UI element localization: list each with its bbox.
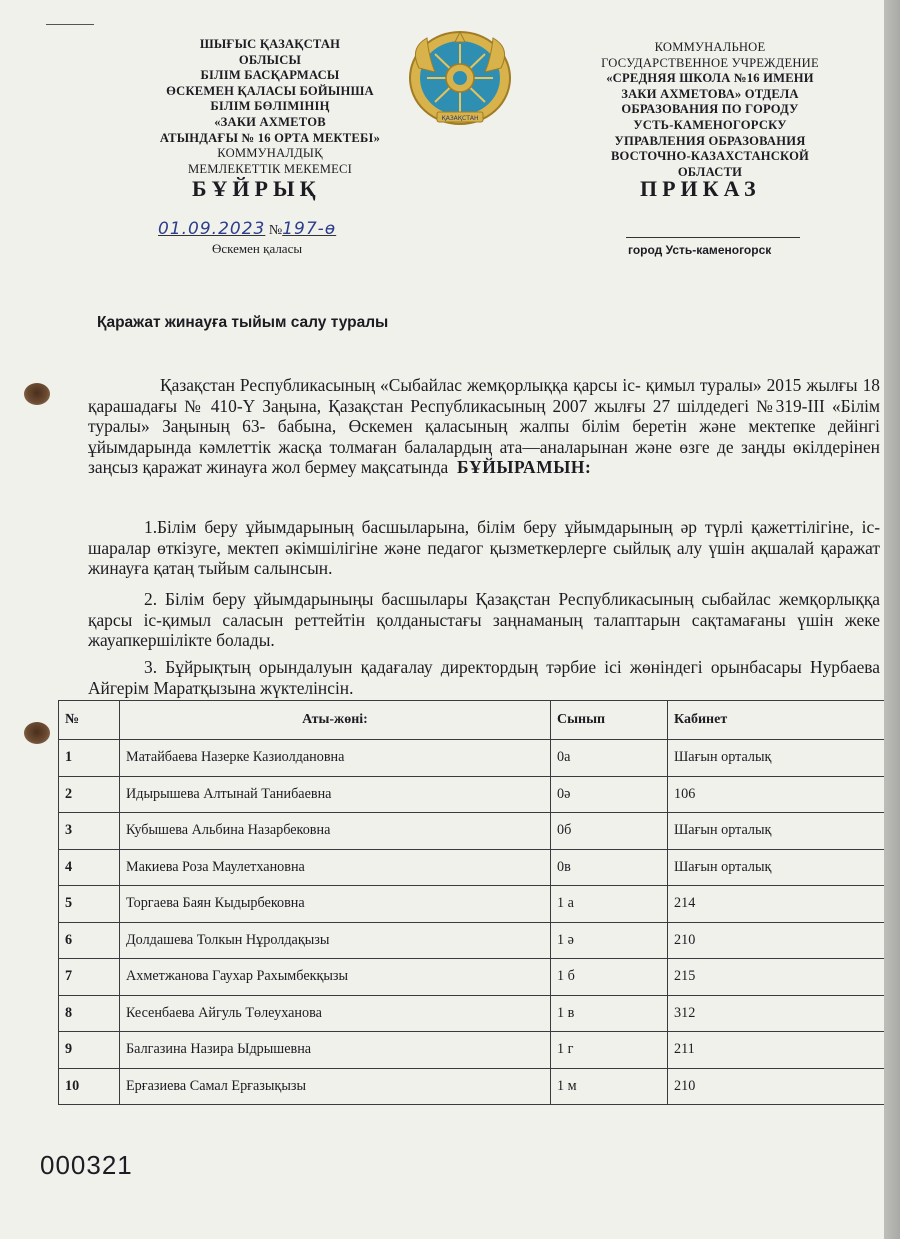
preamble-text: Қазақстан Республикасының «Сыбайлас жемқорлыққа қарсы іс- қимыл туралы» 2015 жылғы 18 қарашадағы № 410-Ү Заңына, Қазақстан Республикасының 2007 жылғы 27 шілдедегі №319-ІІІ «Білім туралы» Заңының 63- бабына, Өскемен қаласының жалпы білім беретін және мектепке дейінгі ұйымдарында кәмлеттік жасқа толмаған балалардың ата—аналарынан және өзге де заңды өкілдерінен заңсыз қаражат жинауға жол бермеу мақсатында	[88, 375, 880, 477]
table-row	[59, 813, 886, 850]
row-class: 1 а	[551, 886, 668, 923]
row-number: 9	[59, 1032, 120, 1069]
row-name: Идырышева Алтынай Танибаевна	[120, 776, 551, 813]
row-number: 5	[59, 886, 120, 923]
row-class: 1 б	[551, 959, 668, 996]
row-class: 1 г	[551, 1032, 668, 1069]
row-name: Балгазина Назира Ыдрышевна	[120, 1032, 551, 1069]
row-class: 0ә	[551, 776, 668, 813]
table-row	[59, 922, 886, 959]
number-sign: №	[268, 223, 283, 238]
table-row	[59, 849, 886, 886]
state-emblem-icon	[405, 28, 515, 128]
document-serial-number: 000321	[40, 1150, 133, 1180]
row-number: 2	[59, 776, 120, 813]
header-left-line: «ЗАКИ АХМЕТОВ	[214, 114, 326, 129]
row-number: 6	[59, 922, 120, 959]
row-room: 312	[668, 995, 886, 1032]
header-right-line: ОБРАЗОВАНИЯ ПО ГОРОДУ	[621, 102, 799, 117]
order-date: 01.09.2023	[158, 219, 266, 239]
header-left-line: ОБЛЫСЫ	[238, 52, 302, 67]
row-name: Кубышева Альбина Назарбековна	[120, 813, 551, 850]
header-left-line: КОММУНАЛДЫҚ	[217, 146, 323, 161]
table-row	[59, 995, 886, 1032]
table-header-row	[59, 701, 886, 740]
header-right-line: УСТЬ-КАМЕНОГОРСКУ	[633, 117, 787, 132]
header-right-line: ГОСУДАРСТВЕННОЕ УЧРЕЖДЕНИЕ	[601, 55, 819, 70]
col-header-name: Аты-жөні:	[120, 701, 551, 740]
row-number: 8	[59, 995, 120, 1032]
row-room: Шағын орталық	[668, 813, 886, 850]
table-row	[59, 1032, 886, 1069]
header-left-line: МЕМЛЕКЕТТІК МЕКЕМЕСІ	[187, 161, 352, 176]
punch-hole-top	[24, 383, 50, 405]
row-number: 10	[59, 1068, 120, 1105]
header-left-line: БІЛІМ БАСҚАРМАСЫ	[200, 68, 340, 83]
row-class: 1 ә	[551, 922, 668, 959]
row-name: Ахметжанова Гаухар Рахымбекқызы	[120, 959, 551, 996]
row-room: 214	[668, 886, 886, 923]
table-row	[59, 1068, 886, 1105]
row-class: 1 м	[551, 1068, 668, 1105]
header-left-line: ШЫҒЫС ҚАЗАҚСТАН	[199, 37, 341, 51]
row-room: 211	[668, 1032, 886, 1069]
row-name: Торгаева Баян Кыдырбековна	[120, 886, 551, 923]
order-subject: Қаражат жинауға тыйым салу туралы	[97, 314, 389, 331]
row-room: Шағын орталық	[668, 849, 886, 886]
header-right-line: ВОСТОЧНО-КАЗАХСТАНСКОЙ	[610, 149, 810, 164]
row-class: 0а	[551, 740, 668, 777]
staff-table	[58, 700, 886, 1105]
row-class: 0б	[551, 813, 668, 850]
header-left-line: АТЫНДАҒЫ № 16 ОРТА МЕКТЕБІ»	[159, 130, 381, 145]
row-class: 0в	[551, 849, 668, 886]
date-underline-ru	[626, 237, 800, 238]
order-number: 197-ө	[282, 219, 337, 239]
row-name: Матайбаева Назерке Казиолдановна	[120, 740, 551, 777]
col-header-class: Сынып	[551, 701, 668, 740]
header-left-line: БІЛІМ БӨЛІМІНІҢ	[210, 99, 330, 114]
punch-hole-bottom	[24, 722, 50, 744]
row-room: Шағын орталық	[668, 740, 886, 777]
row-room: 215	[668, 959, 886, 996]
header-right-ru	[578, 40, 842, 180]
clause-2: 2. Білім беру ұйымдарыныңы басшылары Қазақстан Республикасының сыбайлас жемқорлыққа қарсы іс-қимыл саласын реттейтін қолданыстағы заңнаманың талаптарын сақтамағаны үшін жеке жауапкершілікте болады.	[88, 589, 880, 650]
row-number: 3	[59, 813, 120, 850]
preamble-paragraph	[88, 375, 880, 478]
row-room: 106	[668, 776, 886, 813]
header-left-kz	[138, 37, 402, 177]
header-right-line: ЗАКИ АХМЕТОВА» ОТДЕЛА	[621, 86, 799, 101]
order-title-ru: ПРИКАЗ	[640, 176, 761, 201]
col-header-number: №	[59, 701, 120, 740]
row-room: 210	[668, 922, 886, 959]
city-ru: город Усть-каменогорск	[628, 243, 772, 257]
row-name: Ерғазиева Самал Ерғазықызы	[120, 1068, 551, 1105]
table-row	[59, 740, 886, 777]
order-title-kz: БҰЙРЫҚ	[192, 176, 321, 201]
corner-mark	[46, 24, 94, 25]
row-name: Долдашева Толкын Нұролдақызы	[120, 922, 551, 959]
emblem-caption: ҚАЗАҚСТАН	[441, 115, 479, 122]
col-header-room: Кабинет	[668, 701, 886, 740]
header-right-line: УПРАВЛЕНИЯ ОБРАЗОВАНИЯ	[614, 133, 806, 148]
order-word: БҰЙЫРАМЫН:	[456, 457, 592, 477]
row-room: 210	[668, 1068, 886, 1105]
header-right-line: ОБЛАСТИ	[677, 164, 743, 179]
header-right-line: КОММУНАЛЬНОЕ	[654, 40, 766, 54]
table-row	[59, 776, 886, 813]
row-number: 1	[59, 740, 120, 777]
order-date-number	[158, 219, 336, 239]
header-left-line: ӨСКЕМЕН ҚАЛАСЫ БОЙЫНША	[166, 83, 374, 98]
clause-1: 1.Білім беру ұйымдарының басшыларына, білім беру ұйымдарының әр түрлі қажеттілігіне, іс-шаралар өткізуге, мектеп әкімшілігіне және педагог қызметкерлерге сыйлық алу үшін ақшалай қаражат жинауға қатаң тыйым салынсын.	[88, 517, 880, 578]
header-right-line: «СРЕДНЯЯ ШКОЛА №16 ИМЕНИ	[606, 71, 814, 86]
city-kz: Өскемен қаласы	[212, 241, 303, 256]
background-edge	[884, 0, 900, 1239]
row-name: Макиева Роза Маулетхановна	[120, 849, 551, 886]
row-name: Кесенбаева Айгуль Төлеуханова	[120, 995, 551, 1032]
row-number: 7	[59, 959, 120, 996]
row-class: 1 в	[551, 995, 668, 1032]
clause-3: 3. Бұйрықтың орындалуын қадағалау директордың тәрбие ісі жөніндегі орынбасары Нурбаева Айгерім Маратқызына жүктелінсін.	[88, 657, 880, 698]
row-number: 4	[59, 849, 120, 886]
table-row	[59, 959, 886, 996]
table-row	[59, 886, 886, 923]
